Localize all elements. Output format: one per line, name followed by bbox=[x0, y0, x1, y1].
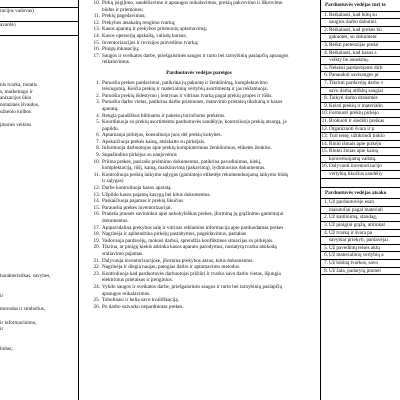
row-number bbox=[321, 207, 329, 214]
left-row bbox=[0, 214, 78, 221]
left-table bbox=[0, 0, 78, 352]
left-row bbox=[0, 181, 78, 188]
list-item bbox=[82, 198, 316, 205]
middle-content bbox=[82, 0, 316, 310]
left-row: bidus; bbox=[0, 345, 13, 352]
list-item bbox=[82, 126, 316, 133]
row-number: 7. bbox=[324, 79, 328, 86]
list-item bbox=[82, 192, 316, 199]
item-number: 2. bbox=[96, 92, 100, 99]
item-text: Po darbo sutvarko nepardtuotas prekes. bbox=[102, 303, 184, 310]
list-item bbox=[82, 53, 316, 60]
row-text: Reikalauti, kad prekės bū bbox=[329, 26, 382, 33]
item-text: apsaugos reikalavimus. bbox=[102, 290, 151, 297]
table-row bbox=[321, 199, 400, 207]
row-text: Reikti pretenzijas prekė bbox=[329, 41, 379, 48]
row-text: gakuotės, su dokument bbox=[329, 34, 377, 41]
left-row bbox=[0, 188, 78, 195]
left-row bbox=[0, 128, 78, 135]
list-item bbox=[82, 271, 316, 278]
table-row bbox=[321, 110, 400, 118]
row-number: 8. bbox=[324, 95, 328, 102]
item-text: teisingumą. Keičia prekių ir materialinių vertybių asortimentą ir jas reklamuoja. bbox=[102, 86, 268, 93]
table-row bbox=[321, 207, 400, 215]
item-text: Vadovauja pardavėjų, mokosi darbui, sprendžia konfliktines situacijas su pirkėjais. bbox=[102, 237, 274, 244]
item-text: Koordinuoja su prekių asortimentu parduotuvės sandėlyje, kontroliuoja prekių atsargą, ja bbox=[102, 119, 287, 126]
row-text: masutoliai pagal materiali bbox=[329, 206, 383, 213]
row-number: 16. bbox=[321, 163, 328, 170]
row-text: Už būtiną tvarkos, savo bbox=[329, 260, 378, 266]
item-text: būdus ir priemones; bbox=[102, 6, 144, 13]
row-text: Už pavedintų teisės aktų bbox=[329, 244, 380, 251]
list-item bbox=[82, 284, 316, 291]
list-item bbox=[82, 251, 316, 258]
list-item bbox=[82, 178, 316, 185]
left-row bbox=[0, 227, 78, 234]
row-text: Riniti išmais apie pirkėju bbox=[329, 140, 382, 147]
left-row bbox=[0, 247, 78, 254]
list-item bbox=[82, 93, 316, 100]
table-row bbox=[321, 230, 400, 238]
item-number: 5. bbox=[96, 119, 100, 126]
left-row bbox=[0, 69, 78, 76]
item-number: 10. bbox=[93, 158, 100, 165]
item-number bbox=[82, 178, 102, 185]
item-number: 12. bbox=[93, 19, 100, 26]
item-text: Tobulinasi ir kelia savo kvalifikaciją. bbox=[102, 297, 179, 304]
item-number: 11. bbox=[93, 13, 100, 20]
list-item bbox=[82, 145, 316, 152]
row-text: Tikrinti pardavėjų darbo v bbox=[329, 79, 384, 86]
left-row: ir bbox=[0, 326, 4, 333]
right-column bbox=[320, 0, 400, 400]
list-item bbox=[82, 119, 316, 126]
left-row bbox=[0, 313, 78, 320]
list-item bbox=[82, 80, 316, 87]
item-number: 26. bbox=[93, 303, 100, 310]
middle-column bbox=[78, 0, 320, 400]
list-item bbox=[82, 165, 316, 172]
left-row bbox=[0, 339, 78, 346]
table-row bbox=[321, 80, 400, 88]
item-text: Paruošia darbo vietas, patikrina darbo priemones, matavimo prietaisų tikslumą ir kasos bbox=[102, 99, 283, 106]
item-number bbox=[82, 291, 102, 298]
item-number: 20. bbox=[93, 244, 100, 251]
item-text: Pirkų įsigijimo, sandėliavimo ir apsaugos reikalavimus, prekių pakrovimo ir iškrovimo bbox=[102, 0, 283, 6]
table-row bbox=[321, 222, 400, 230]
spacer bbox=[321, 179, 400, 187]
row-number: 12. bbox=[321, 125, 328, 132]
row-number: 1. bbox=[324, 199, 328, 206]
item-number: 14. bbox=[93, 32, 100, 39]
left-row: s, marketingo ir bbox=[0, 88, 33, 95]
left-row bbox=[0, 221, 78, 228]
list-item bbox=[82, 40, 316, 47]
left-row bbox=[0, 168, 78, 175]
item-text: Rengia parašiškus biltinams ir pakeisų turinčioms prekėms. bbox=[102, 112, 226, 119]
row-number: 7. bbox=[324, 260, 328, 266]
row-text: Turi teisę, užtikrindi tinklo bbox=[329, 133, 385, 140]
table-row bbox=[321, 141, 400, 149]
left-row bbox=[0, 300, 78, 307]
item-text: papildo. bbox=[102, 125, 119, 132]
item-number: 16. bbox=[93, 211, 100, 218]
row-number bbox=[321, 237, 329, 244]
item-number: 19. bbox=[93, 237, 100, 244]
left-row bbox=[0, 280, 78, 287]
left-column bbox=[0, 0, 79, 400]
item-text: ir sąlygas) bbox=[102, 178, 124, 185]
list-item bbox=[82, 258, 316, 265]
item-number: 14. bbox=[93, 198, 100, 205]
left-row bbox=[0, 260, 78, 267]
item-text: Dalyvauja inventorizacijose, įformina prekybos aktus, kitus dokumentus. bbox=[102, 257, 254, 264]
item-text: Parauošia prekes inventorizacijai. bbox=[102, 204, 172, 211]
row-text: Rinkti žinias apie kainų bbox=[329, 148, 379, 155]
list-item bbox=[82, 304, 316, 311]
item-number: 21. bbox=[93, 257, 100, 264]
list-item bbox=[82, 185, 316, 192]
item-number: 15. bbox=[93, 204, 100, 211]
item-number bbox=[82, 165, 102, 172]
row-text: konvertuojamą valistą. bbox=[329, 155, 377, 162]
table-row bbox=[321, 126, 400, 134]
list-item bbox=[82, 225, 316, 232]
item-text: Apipavidalina prekybos salę ir vitrinas reklamine informacija apie parduodamas prekes bbox=[102, 224, 284, 231]
row-text: savybiai priekyti, pardavėjai bbox=[329, 237, 388, 244]
row-text: Už pinigini grąžų, atitinkat bbox=[329, 222, 385, 229]
item-text: Paruošia prekių išdėstymo į lentynas ir vitrinas tvarką pagal prekių grupes ir rūšis. bbox=[102, 92, 273, 99]
item-text: Apskaičiuoja prekės kainą, atsiskaito su pirkėjais. bbox=[102, 138, 206, 145]
table-row bbox=[321, 163, 400, 171]
list-item bbox=[82, 172, 316, 179]
item-text: Paskaičiuoja pajamas ir prekių likučius bbox=[102, 198, 184, 205]
item-number bbox=[82, 106, 102, 113]
item-number: 8. bbox=[96, 145, 100, 152]
row-text: Už tvarką ir švara pa bbox=[329, 229, 373, 236]
item-text: Pinigų inkasacijų; bbox=[102, 46, 140, 53]
duties-title: Parduotuvės vedėjas pareigos bbox=[166, 69, 232, 76]
item-number bbox=[82, 7, 102, 14]
item-number: 1. bbox=[96, 79, 100, 86]
table-row bbox=[321, 57, 400, 65]
row-number: 2. bbox=[324, 26, 328, 33]
item-number: 18. bbox=[93, 231, 100, 238]
list-item bbox=[82, 113, 316, 120]
list-item bbox=[82, 26, 316, 33]
table-row bbox=[321, 260, 400, 268]
row-text: Keisti prekių ir materialin bbox=[329, 102, 383, 109]
item-number bbox=[82, 218, 102, 225]
duties-list bbox=[82, 80, 316, 311]
item-text: komplektaciją, rūšį, kainą, markiravimą (pakavimą), lydimuosius dokumentus. bbox=[102, 165, 266, 172]
item-number: 15. bbox=[93, 39, 100, 46]
left-row bbox=[0, 333, 78, 340]
list-item bbox=[82, 139, 316, 146]
left-row bbox=[0, 135, 78, 142]
row-number: 11. bbox=[321, 117, 328, 124]
list-item bbox=[82, 218, 316, 225]
item-text: Aptarnauja pirkėjus, konsultuoja juos dėl prekių kokybės. bbox=[102, 132, 222, 139]
row-text: veikty be autokmų. bbox=[329, 57, 369, 64]
left-row bbox=[0, 0, 78, 8]
row-number: 6. bbox=[324, 252, 328, 259]
left-row bbox=[0, 287, 78, 294]
row-number bbox=[321, 171, 329, 178]
item-number: 17. bbox=[93, 224, 100, 231]
item-number: 9. bbox=[96, 152, 100, 159]
row-number: 5. bbox=[324, 64, 328, 71]
item-text: Nagrinėja ir diegia naujas, patogias darbo ir aptarnavimo metodus. bbox=[102, 264, 241, 271]
left-row bbox=[0, 194, 78, 201]
left-row bbox=[0, 201, 78, 208]
left-row: morodas ir simbolius, bbox=[0, 306, 46, 313]
table-row bbox=[321, 19, 400, 27]
left-row bbox=[0, 28, 78, 36]
row-number: 5. bbox=[324, 244, 328, 251]
table-row bbox=[321, 103, 400, 111]
item-text: Kontroliuoja prekių laikymo sąlygas (gamintojo etiketėje rekomenduojamą laikymo būdą bbox=[102, 171, 288, 178]
item-text: Supažindina pirkėjus su naujovėmis bbox=[102, 152, 177, 159]
item-number bbox=[82, 126, 102, 133]
table-row bbox=[321, 171, 400, 179]
list-item bbox=[82, 297, 316, 304]
item-text: Praneša įmonės savininkui apie nekokybiškas prekes, įforminą jų grąžinimo gamintojui bbox=[102, 211, 284, 218]
left-row bbox=[0, 161, 78, 168]
item-text: elektrinius prietaisus ir įrenginius. bbox=[102, 277, 173, 284]
left-row bbox=[0, 155, 78, 162]
item-number: 23. bbox=[93, 270, 100, 277]
list-item bbox=[82, 159, 316, 166]
list-item bbox=[82, 205, 316, 212]
left-row: užsenio kolbos bbox=[0, 108, 31, 115]
row-number: 2. bbox=[324, 214, 328, 221]
item-number: 16. bbox=[93, 46, 100, 53]
list-item bbox=[82, 211, 316, 218]
table-row bbox=[321, 148, 400, 156]
left-row bbox=[0, 115, 78, 122]
row-number bbox=[321, 34, 329, 41]
row-number bbox=[321, 88, 329, 95]
row-number: 8. bbox=[324, 267, 328, 274]
row-text: Formuoti prekių pirkėjo bbox=[329, 110, 379, 117]
row-text: Organizuoti švara ir p bbox=[329, 125, 375, 132]
table-row bbox=[321, 214, 400, 222]
list-item bbox=[82, 13, 316, 20]
item-text: sraliavimo pajamas. bbox=[102, 250, 144, 257]
item-number: 13. bbox=[93, 26, 100, 33]
row-number: 14. bbox=[321, 140, 328, 147]
item-text: reikalavimus. bbox=[102, 59, 131, 66]
list-item bbox=[82, 231, 316, 238]
table-row bbox=[321, 12, 400, 20]
item-number: 4. bbox=[96, 112, 100, 119]
left-row: harakteristikas, savybes, bbox=[0, 273, 51, 280]
list-item bbox=[82, 244, 316, 251]
item-number: 24. bbox=[93, 283, 100, 290]
left-row: anizacijos ūkio bbox=[0, 95, 32, 102]
item-text: Prekybos atsakaitų rengimo tvarką; bbox=[102, 19, 176, 26]
responsibilities-list bbox=[321, 199, 400, 275]
left-row bbox=[0, 141, 78, 148]
table-row bbox=[321, 42, 400, 50]
left-row bbox=[0, 14, 78, 22]
left-row: įmonės veiklos bbox=[0, 121, 32, 128]
left-row: racijos vadovas) bbox=[0, 7, 34, 14]
left-row bbox=[0, 267, 78, 274]
skills-list bbox=[82, 0, 316, 66]
item-text: Nagrinėja ir apibendrina pirkėjų pastabymus, pageidavimus, pastabas bbox=[102, 231, 247, 238]
row-number: 9. bbox=[324, 102, 328, 109]
row-text: Panaudoti savisanges pr bbox=[329, 72, 379, 79]
rights-list bbox=[321, 12, 400, 179]
item-number: 12. bbox=[93, 185, 100, 192]
table-row bbox=[321, 252, 400, 260]
left-row bbox=[0, 56, 78, 63]
row-number bbox=[321, 156, 329, 163]
item-number: 10. bbox=[93, 0, 100, 6]
list-item bbox=[82, 132, 316, 139]
table-row bbox=[321, 34, 400, 42]
left-row: avardė) bbox=[0, 21, 16, 28]
left-row bbox=[0, 240, 78, 247]
left-row bbox=[0, 234, 78, 241]
row-text: Neleisti pardavėjams dirb bbox=[329, 64, 383, 71]
row-text: Už materialinių vertybių a bbox=[329, 252, 384, 259]
row-text: Už parduotuvėje esan bbox=[329, 199, 374, 206]
row-text: vertybių likučius sandėliy bbox=[329, 171, 383, 178]
row-text: saugios darbo dabutini. bbox=[329, 19, 378, 26]
list-item bbox=[82, 291, 316, 298]
row-text: Taikyti darbo drausmės bbox=[329, 95, 378, 102]
item-number bbox=[82, 251, 102, 258]
item-text: Kasos aparatų ir prekybos priemonių aptarnavimą; bbox=[102, 26, 208, 33]
item-text: Informuoja darbuotojus apie prekių kompiuterinius ženklinimus, etiketės ženklus. bbox=[102, 145, 272, 152]
item-number: 17. bbox=[93, 52, 100, 59]
row-number: 15. bbox=[321, 148, 328, 155]
left-row bbox=[0, 174, 78, 181]
item-text: aparatą. bbox=[102, 105, 119, 112]
item-text: Vykdo saugos ir sveikatos darbe, priešgaisrinės saugos ir turto bei tarnybinių paslapčių bbox=[102, 283, 283, 290]
row-number: 10. bbox=[321, 110, 328, 117]
row-number bbox=[321, 19, 329, 26]
left-row bbox=[0, 76, 78, 83]
item-text: Kasos operacijų apskaitą, valiutų kursus; bbox=[102, 32, 187, 39]
responsibilities-header: Parduotuvės vedėjas atsako bbox=[321, 187, 400, 200]
row-text: Reikalauti, kad būtų su bbox=[329, 11, 377, 18]
row-text: Reikalauti, kad kasos s bbox=[329, 49, 377, 56]
item-text: Tikrina, ar pinigų kiekis atitinka kasos aparato parodymus, nustatytą tvarka atsikodą bbox=[102, 244, 277, 251]
row-text: Už kaitlinimą, standag, bbox=[329, 214, 378, 221]
list-item bbox=[82, 33, 316, 40]
item-text: Paruošia prekes pardavimui, patikrina jų pakuotę ir ženklinimą, komplektavimo bbox=[102, 79, 268, 86]
table-row bbox=[321, 237, 400, 245]
table-row bbox=[321, 72, 400, 80]
row-text: Brokuoti ir sledišti preikas bbox=[329, 117, 385, 124]
left-row bbox=[0, 254, 78, 261]
item-text: Darbe kontroliuoja kasos aparatą. bbox=[102, 185, 172, 192]
item-text: Prekių pagedavimus; bbox=[102, 13, 146, 20]
left-row bbox=[0, 148, 78, 155]
table-row bbox=[321, 245, 400, 253]
left-row bbox=[0, 36, 78, 43]
item-number: 7. bbox=[96, 138, 100, 145]
table-row bbox=[321, 133, 400, 141]
item-number: 13. bbox=[93, 191, 100, 198]
item-number bbox=[82, 59, 102, 66]
item-number: 11. bbox=[93, 171, 100, 178]
row-text: savo darbą atlikhų saugiai bbox=[329, 87, 384, 94]
row-text: Už žala, padarytą įmonei bbox=[329, 267, 381, 274]
list-item bbox=[82, 264, 316, 271]
left-row bbox=[0, 62, 78, 69]
list-item bbox=[82, 277, 316, 284]
row-number: 1. bbox=[324, 11, 328, 18]
table-row bbox=[321, 118, 400, 126]
row-number: 13. bbox=[321, 133, 328, 140]
table-row bbox=[321, 27, 400, 35]
left-row: ir bbox=[0, 293, 4, 300]
item-number: 3. bbox=[96, 99, 100, 106]
left-row: nolazinės išvaidos, bbox=[0, 101, 40, 108]
list-item bbox=[82, 238, 316, 245]
list-item bbox=[82, 20, 316, 27]
row-number: 4. bbox=[324, 229, 328, 236]
list-item bbox=[82, 46, 316, 53]
list-item bbox=[82, 0, 316, 7]
table-row bbox=[321, 88, 400, 96]
item-text: Priima prekes, pasirašo priėmimo dokumentus, patikrina pavadinimus, kiekį, bbox=[102, 158, 262, 165]
list-item bbox=[82, 7, 316, 14]
row-text: Dalyvauti inventorizacijo bbox=[329, 163, 382, 170]
table-row bbox=[321, 95, 400, 103]
row-number: 6. bbox=[324, 72, 328, 79]
item-number bbox=[82, 277, 102, 284]
list-item bbox=[82, 152, 316, 159]
item-text: Saugos ir sveikatos darbe, priešgaisrinės saugos ir turto bei tarnybinių paslapčių apsaugos bbox=[102, 52, 289, 59]
item-text: dokumentus. bbox=[102, 218, 129, 224]
left-row bbox=[0, 207, 78, 214]
table-row bbox=[321, 50, 400, 58]
item-text: Užpildo kasos pajamų kasygą bei kitus dokumentus. bbox=[102, 191, 211, 198]
list-item bbox=[82, 106, 316, 113]
table-row bbox=[321, 156, 400, 164]
left-row bbox=[0, 43, 78, 50]
item-number bbox=[82, 86, 102, 93]
list-item bbox=[82, 86, 316, 93]
table-row bbox=[321, 268, 400, 276]
item-number: 6. bbox=[96, 132, 100, 139]
table-row bbox=[321, 65, 400, 73]
left-row: ir informacinimo, bbox=[0, 319, 37, 326]
row-number bbox=[321, 57, 329, 64]
rights-header: Parduotuvės vedėjas turi te bbox=[321, 0, 400, 12]
item-number: 25. bbox=[93, 297, 100, 304]
left-row: nis tvarka, tiutatis bbox=[0, 82, 38, 89]
list-item bbox=[82, 59, 316, 66]
row-number: 3. bbox=[324, 222, 328, 229]
item-number: 22. bbox=[93, 264, 100, 271]
row-number: 4. bbox=[324, 49, 328, 56]
item-text: Kontroliuoja kad parduotuvės darbuotojai prižiūri ir tvarko savo darbo vietas, išjungia bbox=[102, 270, 281, 277]
list-item bbox=[82, 99, 316, 106]
row-number: 3. bbox=[324, 41, 328, 48]
left-row bbox=[0, 49, 78, 56]
item-text: Inventorizacijos ir revizijos pravedimo tvarką; bbox=[102, 39, 199, 46]
